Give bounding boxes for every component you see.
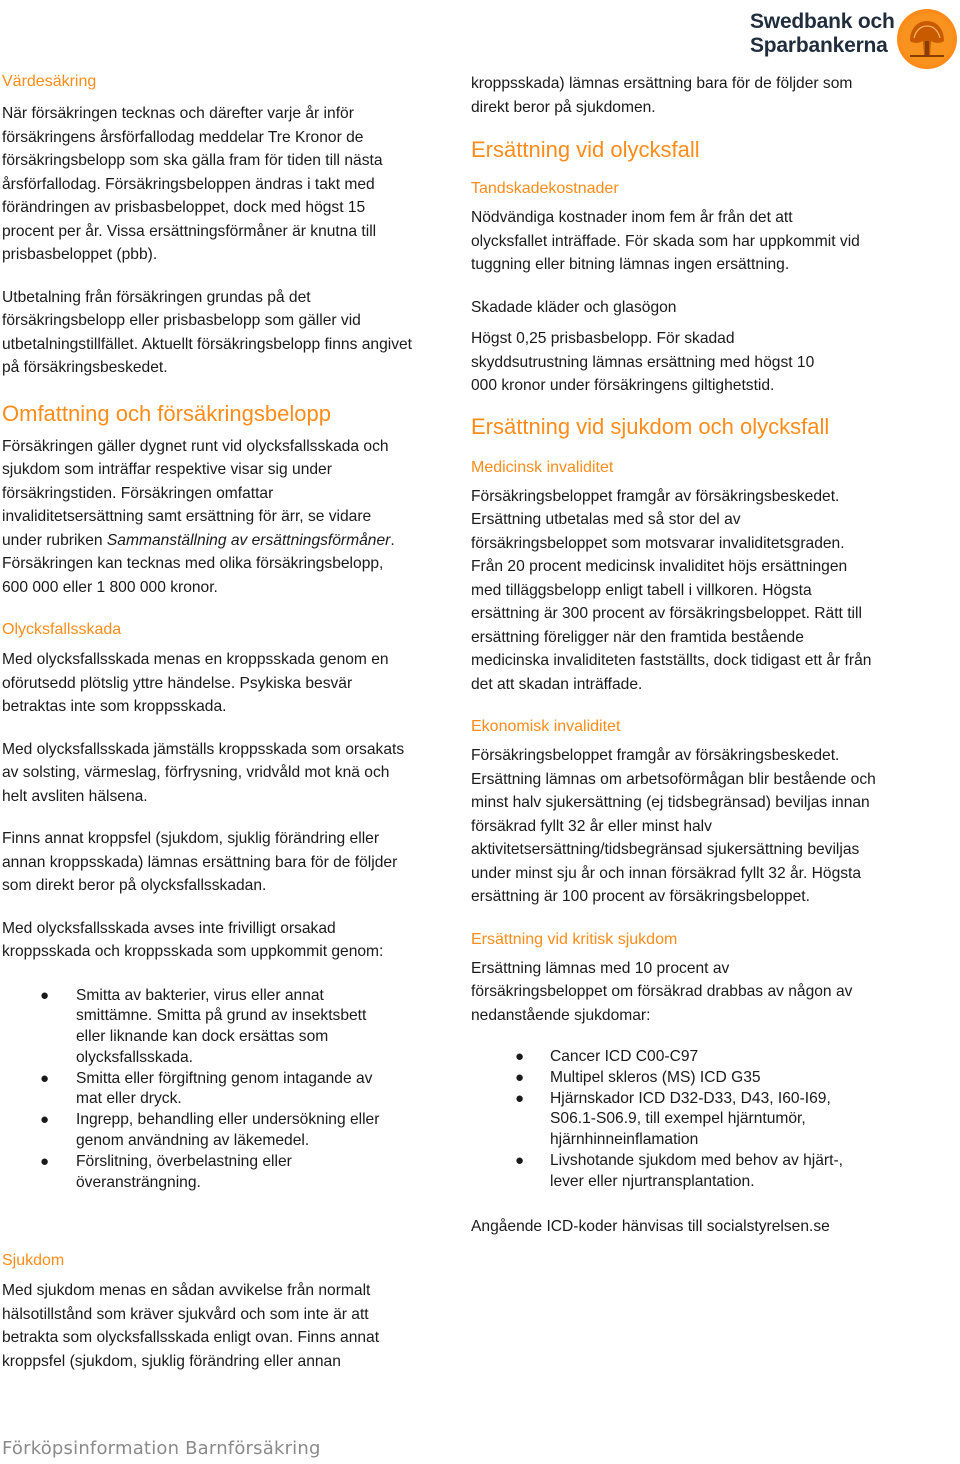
brand-name: [750, 10, 895, 58]
list-item: [40, 986, 385, 1069]
paragraph: [2, 435, 412, 600]
heading-sjukdom: Sjukdom: [2, 1252, 65, 1270]
paragraph: Försäkringsbeloppet framgår av försäkringsbeskedet. Ersättning utbetalas med så stor del av försäkringsbeloppet som motsvarar invaliditetsgraden. Från 20 procent medicinsk invaliditet höjs ersättningen med tilläggsbelopp enligt tabell i villkoren. Högsta ersättning är 300 procent av försäkringsbeloppet. Rätt till ersättning föreligger när den framtida bestående medicinska invaliditeten fastställts, dock tidigast ett år från det att skadan inträffade.: [471, 487, 872, 693]
list-item-text: Smitta av bakterier, virus eller annat smittämne. Smitta på grund av insektsbett eller liknande kan dock ersättas som olycksfallsskada.: [76, 986, 367, 1066]
paragraph: Utbetalning från försäkringen grundas på det försäkringsbelopp eller prisbasbelopp som gäller vid utbetalningstillfället. Aktuellt försäkringsbelopp finns angivet på försäkringsbeskedet.: [2, 288, 413, 376]
heading-vardesakring: Värdesäkring: [2, 73, 97, 90]
paragraph: Ersättning lämnas med 10 procent av försäkringsbeloppet om försäkrad drabbas av någon av nedanstående sjukdomar:: [471, 959, 853, 1024]
section-vardesakring: [2, 70, 412, 380]
heading-ekonomisk-invaliditet: Ekonomisk invaliditet: [471, 718, 621, 735]
heading-kritisk-sjukdom: Ersättning vid kritisk sjukdom: [471, 930, 678, 948]
paragraph: Nödvändiga kostnader inom fem år från det att olycksfallet inträffade. För skada som har uppkommit vid tuggning eller bitning lämnas ingen ersättning.: [471, 209, 860, 273]
section-sjukdom-olycksfall: [471, 412, 911, 1239]
brand-line-2: Sparbankerna: [750, 34, 888, 57]
bullet-icon: ●: [515, 1048, 525, 1065]
list-item: [40, 1069, 385, 1111]
bullet-icon: ●: [515, 1068, 525, 1086]
list-item-text: Hjärnskador ICD D32-D33, D43, I60-I69, S06.1-S06.9, till exempel hjärntumör, hjärnhinneinflamation: [550, 1089, 831, 1149]
left-column: [2, 66, 412, 1373]
brand-header: [750, 8, 960, 68]
heading-ersattning-olycksfall: Ersättning vid olycksfall: [471, 137, 700, 162]
paragraph: Försäkringsbeloppet framgår av försäkringsbeskedet. Ersättning lämnas om arbetsoförmågan blir bestående och minst halv sjukersättning (ej tidsbegränsad) beviljas innan försäkrad fyllt 32 år eller minst halv aktivitetsersättning/tidsbegränsad sjukersättning beviljas under minst sju år och innan försäkrad fyllt 32 år. Högsta ersättning är 100 procent av försäkringsbeloppet.: [471, 747, 876, 905]
bullet-list: [2, 986, 385, 1194]
list-item-text: Förslitning, överbelastning eller överansträngning.: [76, 1152, 292, 1191]
bullet-icon: ●: [515, 1089, 525, 1107]
right-column: [471, 72, 911, 1238]
list-item-text: Cancer ICD C00-C97: [550, 1048, 699, 1065]
bullet-icon: ●: [40, 1111, 50, 1129]
paragraph-text: . Försäkringen kan tecknas med olika försäkringsbelopp, 600 000 eller 1 800 000 kronor.: [2, 531, 395, 596]
list-item-text: Multipel skleros (MS) ICD G35: [550, 1068, 761, 1086]
bullet-icon: ●: [515, 1151, 525, 1169]
footer-document-title: Förköpsinformation Barnförsäkring: [2, 1438, 321, 1459]
section-sjukdom: [2, 1249, 412, 1373]
paragraph: Med olycksfallsskada menas en kroppsskada genom en oförutsedd plötslig yttre händelse. Psykiska besvär betraktas inte som kroppsskada.: [2, 651, 389, 715]
paragraph: Finns annat kroppsfel (sjukdom, sjuklig förändring eller annan kroppsskada) lämnas ersättning bara för de följder som direkt beror på olycksfallsskadan.: [2, 830, 398, 894]
paragraph: Med olycksfallsskada avses inte frivilligt orsakad kroppsskada och kroppsskada som uppkommit genom:: [2, 919, 384, 960]
bullet-list: [471, 1047, 845, 1193]
paragraph: Med olycksfallsskada jämställs kroppsskada som orsakats av solsting, värmeslag, förfrysning, vridvåld mot knä och helt avsliten hälsena.: [2, 740, 405, 805]
heading-omfattning: Omfattning och försäkringsbelopp: [2, 400, 331, 426]
list-item-text: Smitta eller förgiftning genom intagande av mat eller dryck.: [76, 1069, 373, 1108]
paragraph: Med sjukdom menas en sådan avvikelse från normalt hälsotillstånd som kräver sjukvård och som inte är att betrakta som olycksfallsskada enligt ovan. Finns annat kroppsfel (sjukdom, sjuklig förändring eller annan: [2, 1282, 380, 1370]
paragraph: Högst 0,25 prisbasbelopp. För skadad skyddsutrustning lämnas ersättning med högst 10 000 kronor under försäkringens giltighetstid.: [471, 330, 815, 394]
section-olycksfall: [471, 135, 911, 398]
paragraph-text: Försäkringen gäller dygnet runt vid olycksfallsskada och sjukdom som inträffar respektive visar sig under försäkringstiden. Försäkringen omfattar invaliditetsersättning samt ersättning för ärr, se vidare under rubriken: [2, 437, 389, 549]
list-item: [515, 1068, 845, 1089]
oak-tree-icon: [896, 8, 958, 70]
heading-ersattning-sjukdom-olycksfall: Ersättning vid sjukdom och olycksfall: [471, 413, 830, 439]
list-item: [40, 1152, 385, 1194]
section-olycksfallsskada: [2, 618, 412, 1193]
bullet-icon: ●: [40, 986, 50, 1004]
bullet-icon: ●: [40, 1152, 50, 1170]
reference-link-text: Sammanställning av ersättningsförmåner: [106, 531, 391, 549]
heading-olycksfallsskada: Olycksfallsskada: [2, 621, 122, 638]
list-item: [40, 1110, 385, 1152]
list-item: [515, 1047, 845, 1068]
continuation-paragraph: kroppsskada) lämnas ersättning bara för de följder som direkt beror på sjukdomen.: [471, 75, 853, 116]
list-item: [515, 1089, 845, 1151]
subheading-klader: Skadade kläder och glasögon: [471, 298, 677, 316]
icd-note: Angående ICD-koder hänvisas till socialstyrelsen.se: [471, 1217, 830, 1235]
list-item-text: Ingrepp, behandling eller undersökning eller genom användning av läkemedel.: [76, 1111, 380, 1150]
brand-line-1: Swedbank och: [750, 10, 895, 33]
section-omfattning: [2, 399, 412, 600]
heading-tandskadekostnader: Tandskadekostnader: [471, 180, 619, 197]
paragraph: När försäkringen tecknas och därefter varje år inför försäkringens årsförfallodag meddelar Tre Kronor de försäkringsbelopp som ska gälla fram för tiden till nästa årsförfallodag. Försäkringsbeloppen ändras i takt med förändringen av prisbasbeloppet, dock med högst 15 procent per år. Vissa ersättningsförmåner är knutna till prisbasbeloppet (pbb).: [2, 105, 383, 263]
bullet-icon: ●: [40, 1069, 50, 1087]
list-item: [515, 1151, 845, 1193]
list-item-text: Livshotande sjukdom med behov av hjärt-, lever eller njurtransplantation.: [550, 1151, 843, 1190]
heading-medicinsk-invaliditet: Medicinsk invaliditet: [471, 458, 614, 476]
